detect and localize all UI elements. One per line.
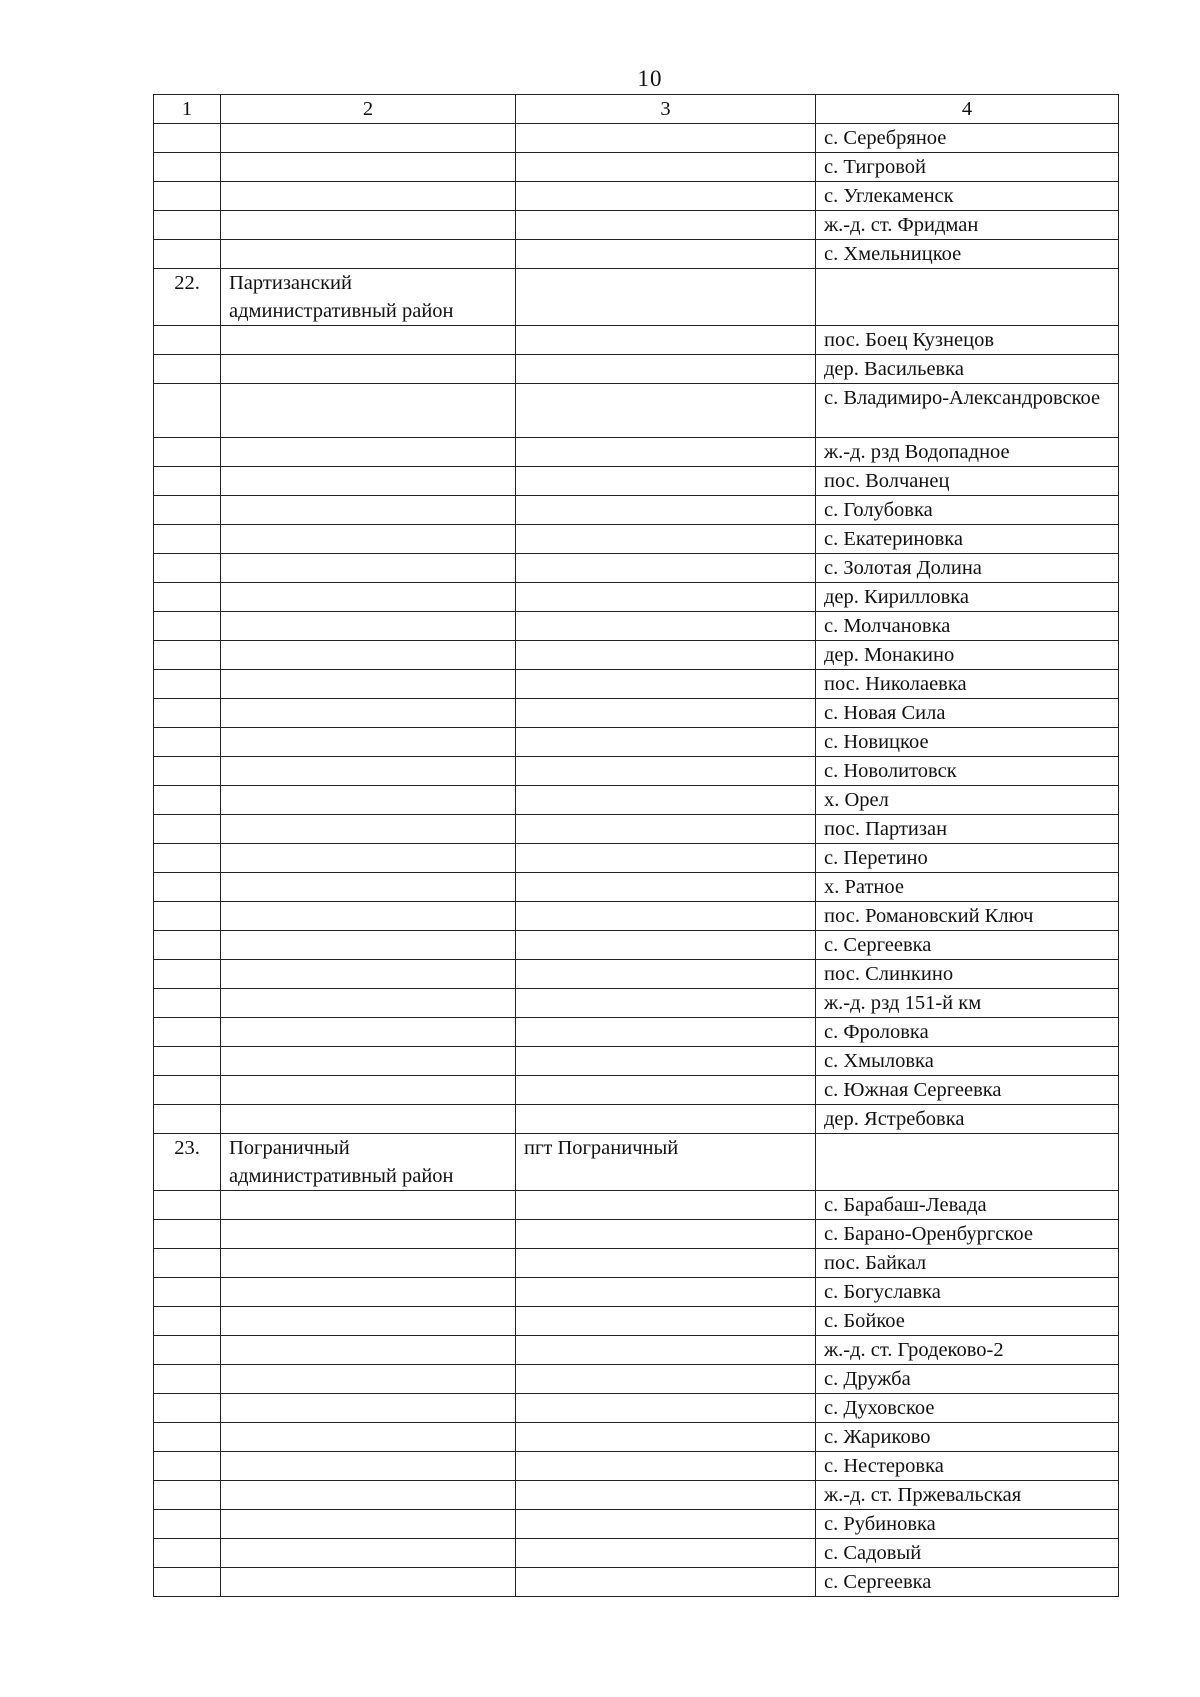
center-cell	[516, 815, 816, 844]
table-row	[154, 525, 1119, 554]
settlement-cell: ж.-д. рзд Водопадное	[816, 438, 1119, 467]
table-row	[154, 902, 1119, 931]
center-cell	[516, 438, 816, 467]
row-number-cell	[154, 873, 221, 902]
center-cell	[516, 1510, 816, 1539]
district-cell	[221, 1336, 516, 1365]
settlement-cell: пос. Николаевка	[816, 670, 1119, 699]
district-cell	[221, 815, 516, 844]
row-number-cell	[154, 902, 221, 931]
center-cell	[516, 670, 816, 699]
page-number: 10	[637, 66, 663, 91]
center-cell	[516, 1568, 816, 1597]
center-cell	[516, 728, 816, 757]
row-number-cell	[154, 670, 221, 699]
table-row	[154, 554, 1119, 583]
settlement-cell: с. Хмыловка	[816, 1047, 1119, 1076]
settlement-cell: с. Голубовка	[816, 496, 1119, 525]
row-number-cell	[154, 384, 221, 438]
column-header-2: 2	[221, 95, 516, 124]
settlement-cell: с. Барабаш-Левада	[816, 1191, 1119, 1220]
district-cell	[221, 355, 516, 384]
district-cell	[221, 1510, 516, 1539]
table-header-row	[154, 95, 1119, 124]
center-cell	[516, 467, 816, 496]
table-row	[154, 182, 1119, 211]
settlement-cell: х. Ратное	[816, 873, 1119, 902]
row-number-cell	[154, 240, 221, 269]
district-cell	[221, 496, 516, 525]
table-row	[154, 728, 1119, 757]
district-cell	[221, 612, 516, 641]
district-cell	[221, 583, 516, 612]
district-cell	[221, 1365, 516, 1394]
center-cell: пгт Пограничный	[516, 1134, 816, 1191]
table-row	[154, 124, 1119, 153]
table-row	[154, 1307, 1119, 1336]
settlement-cell: с. Владимиро-Александровское	[816, 384, 1119, 438]
table-row	[154, 1336, 1119, 1365]
center-cell	[516, 384, 816, 438]
table-row	[154, 844, 1119, 873]
row-number-cell	[154, 1452, 221, 1481]
settlement-cell: с. Рубиновка	[816, 1510, 1119, 1539]
table-row	[154, 1278, 1119, 1307]
district-cell	[221, 467, 516, 496]
center-cell	[516, 641, 816, 670]
row-number-cell	[154, 583, 221, 612]
center-cell	[516, 1452, 816, 1481]
settlement-cell: с. Углекаменск	[816, 182, 1119, 211]
table-row	[154, 1452, 1119, 1481]
column-header-3: 3	[516, 95, 816, 124]
center-cell	[516, 182, 816, 211]
settlement-cell: пос. Партизан	[816, 815, 1119, 844]
row-number-cell	[154, 1278, 221, 1307]
center-cell	[516, 1220, 816, 1249]
center-cell	[516, 1394, 816, 1423]
center-cell	[516, 931, 816, 960]
district-cell	[221, 1076, 516, 1105]
row-number-cell	[154, 211, 221, 240]
settlement-cell: с. Южная Сергеевка	[816, 1076, 1119, 1105]
settlement-cell: пос. Слинкино	[816, 960, 1119, 989]
settlement-cell: с. Золотая Долина	[816, 554, 1119, 583]
row-number-cell	[154, 1220, 221, 1249]
settlement-cell: с. Новолитовск	[816, 757, 1119, 786]
table-row	[154, 699, 1119, 728]
center-cell	[516, 1105, 816, 1134]
center-cell	[516, 844, 816, 873]
district-cell	[221, 1394, 516, 1423]
table-row	[154, 1394, 1119, 1423]
settlement-cell: пос. Боец Кузнецов	[816, 326, 1119, 355]
district-cell	[221, 873, 516, 902]
center-cell	[516, 583, 816, 612]
settlement-cell: с. Молчановка	[816, 612, 1119, 641]
table-row	[154, 355, 1119, 384]
center-cell	[516, 989, 816, 1018]
center-cell	[516, 1539, 816, 1568]
district-cell	[221, 1047, 516, 1076]
center-cell	[516, 355, 816, 384]
district-cell	[221, 1191, 516, 1220]
settlement-cell	[816, 269, 1119, 326]
table-row	[154, 240, 1119, 269]
table-row	[154, 496, 1119, 525]
table-row	[154, 384, 1119, 438]
district-cell	[221, 438, 516, 467]
district-cell	[221, 728, 516, 757]
center-cell	[516, 525, 816, 554]
settlement-cell: пос. Романовский Ключ	[816, 902, 1119, 931]
settlement-cell: с. Хмельницкое	[816, 240, 1119, 269]
table-row	[154, 1510, 1119, 1539]
district-cell	[221, 1481, 516, 1510]
table-row	[154, 1249, 1119, 1278]
settlement-cell: пос. Байкал	[816, 1249, 1119, 1278]
settlement-cell: с. Сергеевка	[816, 1568, 1119, 1597]
center-cell	[516, 269, 816, 326]
table-row	[154, 641, 1119, 670]
settlement-cell: с. Садовый	[816, 1539, 1119, 1568]
district-cell	[221, 1452, 516, 1481]
center-cell	[516, 1423, 816, 1452]
settlement-cell: ж.-д. ст. Фридман	[816, 211, 1119, 240]
district-cell	[221, 326, 516, 355]
district-cell	[221, 1105, 516, 1134]
row-number-cell	[154, 525, 221, 554]
row-number-cell	[154, 989, 221, 1018]
row-number-cell	[154, 153, 221, 182]
center-cell	[516, 873, 816, 902]
row-number-cell	[154, 960, 221, 989]
district-cell	[221, 1307, 516, 1336]
row-number-cell	[154, 1018, 221, 1047]
center-cell	[516, 211, 816, 240]
district-cell	[221, 124, 516, 153]
table-row	[154, 960, 1119, 989]
center-cell	[516, 326, 816, 355]
district-cell: Пограничный административный район	[221, 1134, 516, 1191]
table-row	[154, 153, 1119, 182]
settlement-cell: дер. Кирилловка	[816, 583, 1119, 612]
district-cell	[221, 525, 516, 554]
center-cell	[516, 786, 816, 815]
center-cell	[516, 1076, 816, 1105]
row-number-cell	[154, 438, 221, 467]
table-row	[154, 815, 1119, 844]
settlement-cell: с. Барано-Оренбургское	[816, 1220, 1119, 1249]
settlement-cell: ж.-д. рзд 151-й км	[816, 989, 1119, 1018]
district-cell: Партизанский административный район	[221, 269, 516, 326]
district-cell	[221, 699, 516, 728]
settlement-cell: с. Перетино	[816, 844, 1119, 873]
district-cell	[221, 384, 516, 438]
center-cell	[516, 1278, 816, 1307]
district-cell	[221, 1249, 516, 1278]
row-number-cell	[154, 1539, 221, 1568]
center-cell	[516, 1047, 816, 1076]
table-row	[154, 1423, 1119, 1452]
center-cell	[516, 153, 816, 182]
row-number-cell	[154, 815, 221, 844]
center-cell	[516, 124, 816, 153]
table-row	[154, 757, 1119, 786]
center-cell	[516, 1365, 816, 1394]
row-number-cell	[154, 1510, 221, 1539]
district-cell	[221, 960, 516, 989]
row-number-cell	[154, 757, 221, 786]
center-cell	[516, 1018, 816, 1047]
center-cell	[516, 757, 816, 786]
row-number-cell	[154, 182, 221, 211]
row-number-cell: 23.	[154, 1134, 221, 1191]
settlement-cell: ж.-д. ст. Гродеково-2	[816, 1336, 1119, 1365]
row-number-cell	[154, 1365, 221, 1394]
center-cell	[516, 1307, 816, 1336]
district-cell	[221, 240, 516, 269]
row-number-cell	[154, 786, 221, 815]
table-row	[154, 1365, 1119, 1394]
row-number-cell: 22.	[154, 269, 221, 326]
settlement-cell: с. Жариково	[816, 1423, 1119, 1452]
table-row	[154, 467, 1119, 496]
table-row	[154, 326, 1119, 355]
column-header-4: 4	[816, 95, 1119, 124]
district-cell	[221, 1220, 516, 1249]
table-row	[154, 1568, 1119, 1597]
settlement-cell: с. Бойкое	[816, 1307, 1119, 1336]
row-number-cell	[154, 1394, 221, 1423]
settlements-table	[153, 94, 1119, 1597]
table-row	[154, 1105, 1119, 1134]
settlement-cell: пос. Волчанец	[816, 467, 1119, 496]
settlement-cell: дер. Монакино	[816, 641, 1119, 670]
row-number-cell	[154, 641, 221, 670]
row-number-cell	[154, 931, 221, 960]
center-cell	[516, 554, 816, 583]
table-row	[154, 1134, 1119, 1191]
settlement-cell: с. Богуславка	[816, 1278, 1119, 1307]
table-row	[154, 583, 1119, 612]
settlement-cell: с. Екатериновка	[816, 525, 1119, 554]
column-header-1: 1	[154, 95, 221, 124]
district-cell	[221, 931, 516, 960]
district-cell	[221, 989, 516, 1018]
center-cell	[516, 496, 816, 525]
settlement-cell: с. Серебряное	[816, 124, 1119, 153]
table-row	[154, 612, 1119, 641]
row-number-cell	[154, 355, 221, 384]
table-row	[154, 989, 1119, 1018]
center-cell	[516, 1249, 816, 1278]
settlement-cell: с. Нестеровка	[816, 1452, 1119, 1481]
row-number-cell	[154, 1105, 221, 1134]
center-cell	[516, 1191, 816, 1220]
settlement-cell: с. Тигровой	[816, 153, 1119, 182]
row-number-cell	[154, 1076, 221, 1105]
center-cell	[516, 612, 816, 641]
row-number-cell	[154, 1249, 221, 1278]
district-cell	[221, 1539, 516, 1568]
row-number-cell	[154, 496, 221, 525]
table-row	[154, 1076, 1119, 1105]
row-number-cell	[154, 1423, 221, 1452]
row-number-cell	[154, 728, 221, 757]
district-cell	[221, 153, 516, 182]
settlement-cell: с. Сергеевка	[816, 931, 1119, 960]
settlement-cell: ж.-д. ст. Пржевальская	[816, 1481, 1119, 1510]
settlement-cell: с. Новая Сила	[816, 699, 1119, 728]
table-row	[154, 1481, 1119, 1510]
district-cell	[221, 182, 516, 211]
table-row	[154, 873, 1119, 902]
row-number-cell	[154, 554, 221, 583]
table-row	[154, 269, 1119, 326]
center-cell	[516, 699, 816, 728]
row-number-cell	[154, 1481, 221, 1510]
table-row	[154, 1191, 1119, 1220]
settlement-cell: х. Орел	[816, 786, 1119, 815]
district-cell	[221, 902, 516, 931]
table-row	[154, 1539, 1119, 1568]
row-number-cell	[154, 844, 221, 873]
district-cell	[221, 641, 516, 670]
center-cell	[516, 902, 816, 931]
settlement-cell: дер. Васильевка	[816, 355, 1119, 384]
district-cell	[221, 1423, 516, 1452]
table-row	[154, 931, 1119, 960]
district-cell	[221, 1568, 516, 1597]
table-row	[154, 670, 1119, 699]
row-number-cell	[154, 1307, 221, 1336]
row-number-cell	[154, 699, 221, 728]
settlement-cell	[816, 1134, 1119, 1191]
district-cell	[221, 670, 516, 699]
center-cell	[516, 960, 816, 989]
row-number-cell	[154, 1568, 221, 1597]
district-cell	[221, 1278, 516, 1307]
district-cell	[221, 757, 516, 786]
settlement-cell: дер. Ястребовка	[816, 1105, 1119, 1134]
row-number-cell	[154, 124, 221, 153]
row-number-cell	[154, 612, 221, 641]
row-number-cell	[154, 1336, 221, 1365]
table-row	[154, 1018, 1119, 1047]
row-number-cell	[154, 1047, 221, 1076]
center-cell	[516, 240, 816, 269]
district-cell	[221, 1018, 516, 1047]
row-number-cell	[154, 1191, 221, 1220]
center-cell	[516, 1336, 816, 1365]
district-cell	[221, 786, 516, 815]
settlement-cell: с. Дружба	[816, 1365, 1119, 1394]
table-row	[154, 1220, 1119, 1249]
table-row	[154, 1047, 1119, 1076]
row-number-cell	[154, 467, 221, 496]
district-cell	[221, 844, 516, 873]
settlement-cell: с. Новицкое	[816, 728, 1119, 757]
center-cell	[516, 1481, 816, 1510]
row-number-cell	[154, 326, 221, 355]
table-row	[154, 211, 1119, 240]
district-cell	[221, 554, 516, 583]
district-cell	[221, 211, 516, 240]
table-row	[154, 786, 1119, 815]
settlement-cell: с. Фроловка	[816, 1018, 1119, 1047]
table-row	[154, 438, 1119, 467]
settlement-cell: с. Духовское	[816, 1394, 1119, 1423]
